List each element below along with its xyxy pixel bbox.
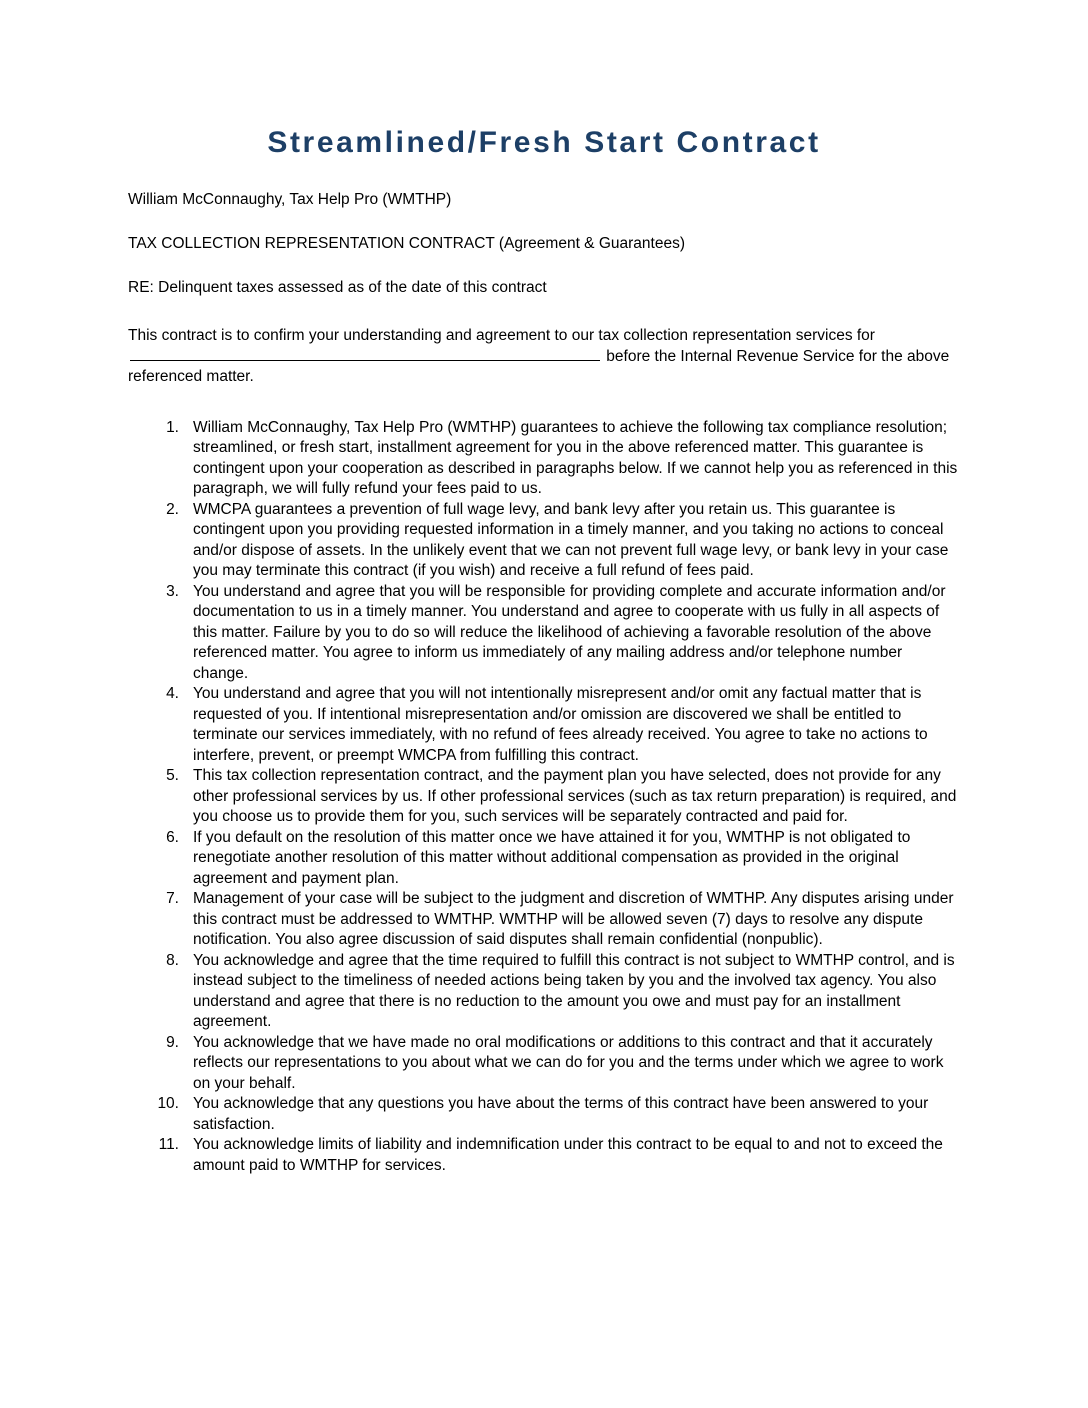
clause-item xyxy=(128,684,960,766)
clause-number: 5. xyxy=(166,767,179,784)
clause-text: You understand and agree that you will not intentionally misrepresent and/or omit any factual matter that is requested of you. If intentional misrepresentation and/or omission are discovered we shall be entitled to terminate our services immediately, with no refund of fees already received. You agree to take no actions to interfere, prevent, or preempt WMCPA from fulfilling this contract. xyxy=(193,685,928,764)
clause-number: 11. xyxy=(158,1136,179,1153)
clause-item xyxy=(128,766,960,828)
re-subject-line: RE: Delinquent taxes assessed as of the date of this contract xyxy=(128,279,547,296)
intro-paragraph xyxy=(128,326,960,388)
clause-item xyxy=(128,951,960,1033)
clause-item xyxy=(128,1033,960,1095)
clause-item xyxy=(128,500,960,582)
clause-number: 8. xyxy=(166,951,179,969)
intro-block xyxy=(128,326,960,388)
firm-name-line: William McConnaughy, Tax Help Pro (WMTHP) xyxy=(128,191,452,208)
clause-text: Management of your case will be subject to the judgment and discretion of WMTHP. Any disputes arising under this contract must be addressed to WMTHP. WMTHP will be allowed seven (7) days to resolve any dispute notification. You also agree discussion of said disputes shall remain confidential (nonpublic). xyxy=(193,890,954,948)
clause-number: 10. xyxy=(157,1095,179,1112)
document-header-block xyxy=(128,190,960,298)
document-content xyxy=(128,0,960,1176)
clause-text: This tax collection representation contract, and the payment plan you have selected, does not provide for any other professional services by us. If other professional services (such as tax return preparation) is required, and you choose us to provide them for you, such services will be separately contracted and paid for. xyxy=(193,767,957,825)
clause-number: 3. xyxy=(166,582,179,600)
clause-text: William McConnaughy, Tax Help Pro (WMTHP) guarantees to achieve the following tax compliance resolution; streamlined, or fresh start, installment agreement for you in the above referenced matter. This guarantee is contingent upon your cooperation as described in paragraphs below. If we cannot help you as referenced in this paragraph, we will fully refund your fees paid to us. xyxy=(193,418,958,497)
clause-text: WMCPA guarantees a prevention of full wage levy, and bank levy after you retain us. This guarantee is contingent upon you providing requested information in a timely manner, and you taking no actions to conceal and/or dispose of assets. In the unlikely event that we can not prevent full wage levy, or bank levy in your case you may terminate this contract (if you wish) and receive a full refund of fees paid. xyxy=(193,500,949,579)
clause-item xyxy=(128,418,960,500)
clause-item xyxy=(128,828,960,890)
clause-list xyxy=(128,418,960,1177)
clause-text: You acknowledge that any questions you have about the terms of this contract have been answered to your satisfaction. xyxy=(193,1095,929,1133)
clause-number: 9. xyxy=(166,1033,179,1051)
clause-item xyxy=(128,1135,960,1176)
page-title: Streamlined/Fresh Start Contract xyxy=(267,126,821,159)
contract-type-line: TAX COLLECTION REPRESENTATION CONTRACT (Agreement & Guarantees) xyxy=(128,235,685,252)
client-name-blank-field[interactable] xyxy=(130,347,600,361)
clause-number: 4. xyxy=(166,685,179,702)
clause-text: You acknowledge that we have made no oral modifications or additions to this contract and that it accurately reflects our representations to you about what we can do for you and the terms under which we agree to work on your behalf. xyxy=(193,1033,944,1092)
clause-text: If you default on the resolution of this matter once we have attained it for you, WMTHP is not obligated to renegotiate another resolution of this matter without additional compensation as provided in the original agreement and payment plan. xyxy=(193,828,911,887)
clause-item xyxy=(128,582,960,685)
clause-text: You acknowledge limits of liability and indemnification under this contract to be equal to and not to exceed the amount paid to WMTHP for services. xyxy=(193,1136,943,1174)
intro-text-before-blank: This contract is to confirm your understanding and agreement to our tax collection representation services for xyxy=(128,327,875,344)
clause-number: 6. xyxy=(166,828,179,846)
clause-number: 7. xyxy=(166,890,179,907)
clause-number: 2. xyxy=(166,500,179,518)
clause-text: You acknowledge and agree that the time required to fulfill this contract is not subject to WMTHP control, and is instead subject to the timeliness of needed actions being taken by you and the involved tax agency. You also understand and agree that there is no reduction to the amount you owe and must pay for an installment agreement. xyxy=(193,951,955,1030)
clause-item xyxy=(128,1094,960,1135)
intro-text-after-blank: before the Internal Revenue Service for the above referenced matter. xyxy=(128,347,950,385)
clause-number: 1. xyxy=(166,418,179,436)
clause-text: You understand and agree that you will be responsible for providing complete and accurate information and/or documentation to us in a timely manner. You understand and agree to cooperate with us fully in all aspects of this matter. Failure by you to do so will reduce the likelihood of achieving a favorable resolution of the above referenced matter. You agree to inform us immediately of any mailing address and/or telephone number change. xyxy=(193,582,946,682)
clause-item xyxy=(128,889,960,951)
